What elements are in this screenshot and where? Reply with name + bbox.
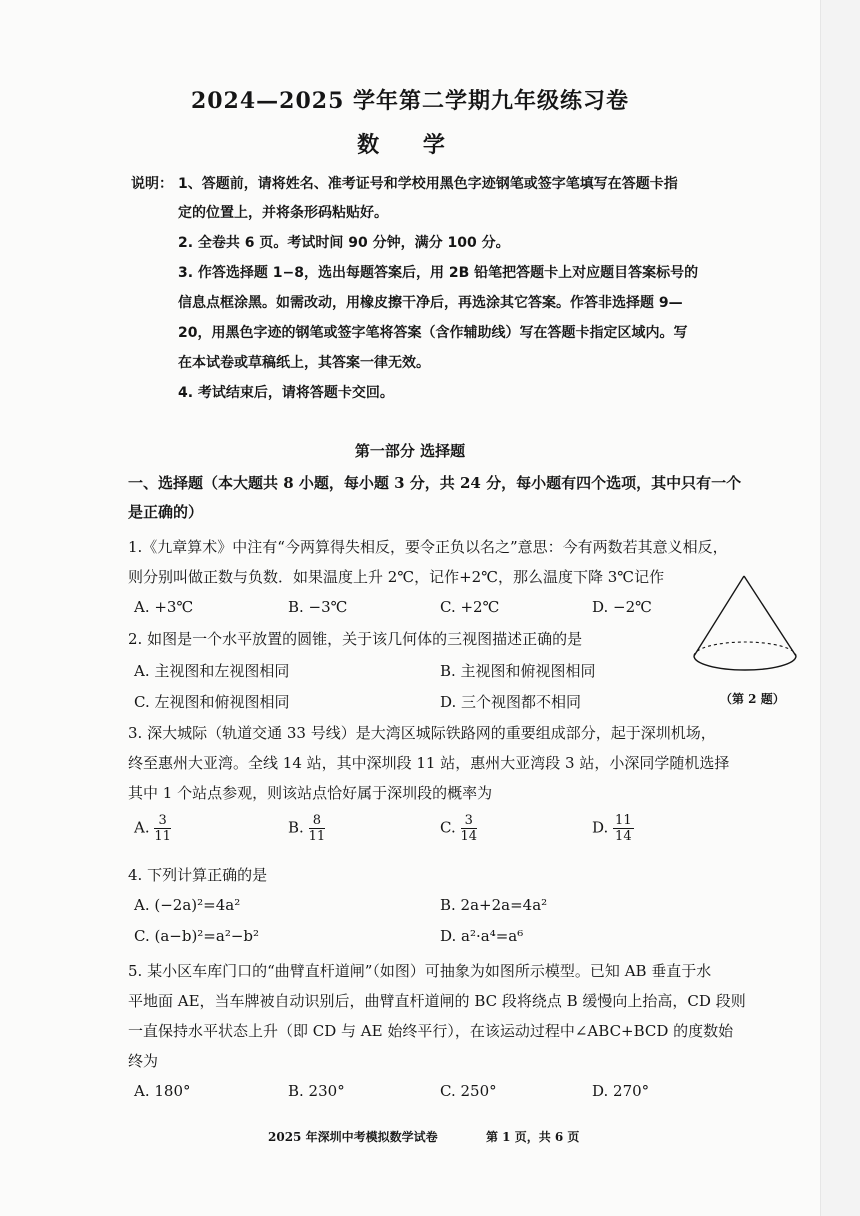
instructions-label: 说明： (131, 176, 173, 192)
exam-title: 2024—2025 学年第二学期九年级练习卷 (190, 88, 630, 114)
instruction-line: 在本试卷或草稿纸上，其答案一律无效。 (178, 355, 430, 371)
option-c (440, 814, 477, 843)
option-a (134, 814, 171, 843)
numerator: 3 (461, 814, 478, 829)
cone-figure (688, 572, 804, 676)
instruction-line: 1、答题前，请将姓名、准考证号和学校用黑色字迹钢笔或签字笔填写在答题卡指 (178, 176, 678, 192)
denominator: 14 (615, 829, 632, 844)
option-label: B. (288, 818, 304, 837)
option-label: C. (440, 818, 456, 837)
option-label: A. (134, 818, 150, 837)
option-a: A. 180° (134, 1082, 191, 1100)
option-d: D. 270° (592, 1082, 650, 1100)
question-text: 终至惠州大亚湾。全线 14 站，其中深圳段 11 站，惠州大亚湾段 3 站，小深同学随机选择 (128, 754, 730, 772)
option-b (288, 814, 325, 843)
option-b: B. 2a+2a=4a² (440, 896, 548, 914)
footer-page-number: 第 1 页，共 6 页 (486, 1130, 580, 1144)
part-title: 第一部分 选择题 (354, 442, 466, 460)
scan-edge (820, 0, 860, 1216)
option-a: A. (−2a)²=4a² (134, 896, 241, 914)
question-text: 3. 深大城际（轨道交通 33 号线）是大湾区城际铁路网的重要组成部分，起于深圳机场， (128, 724, 716, 742)
fraction (154, 814, 171, 843)
section-heading-cont: 是正确的） (128, 503, 204, 521)
option-d: D. 三个视图都不相同 (440, 693, 582, 711)
option-a: A. 主视图和左视图相同 (134, 662, 290, 680)
fraction (309, 814, 326, 843)
option-d: D. −2℃ (592, 598, 652, 616)
denominator: 14 (460, 829, 478, 844)
question-text: 终为 (128, 1052, 159, 1070)
instruction-line: 20，用黑色字迹的钢笔或签字笔将答案（含作辅助线）写在答题卡指定区域内。写 (178, 325, 688, 341)
question-text: 则分别叫做正数与负数．如果温度上升 2℃，记作+2℃，那么温度下降 3℃记作 (128, 568, 665, 586)
question-text: 5. 某小区车库门口的“曲臂直杆道闸”（如图）可抽象为如图所示模型。已知 AB 垂直于水 (128, 962, 712, 980)
question-text: 其中 1 个站点参观，则该站点恰好属于深圳段的概率为 (128, 784, 493, 802)
option-b: B. −3℃ (288, 598, 348, 616)
numerator: 8 (309, 814, 326, 829)
subject-title: 数 学 (357, 132, 463, 158)
question-text: 2. 如图是一个水平放置的圆锥，关于该几何体的三视图描述正确的是 (128, 630, 583, 648)
numerator: 11 (615, 813, 632, 828)
option-b: B. 230° (288, 1082, 345, 1100)
question-text: 4. 下列计算正确的是 (128, 866, 268, 884)
instruction-line: 信息点框涂黑。如需改动，用橡皮擦干净后，再选涂其它答案。作答非选择题 9— (178, 295, 683, 311)
option-c: C. (a−b)²=a²−b² (134, 927, 260, 945)
option-d (592, 814, 634, 843)
option-a: A. +3℃ (134, 598, 194, 616)
question-text: 平地面 AE，当车牌被自动识别后，曲臂直杆道闸的 BC 段将绕点 B 缓慢向上抬高，CD 段则 (128, 992, 746, 1010)
question-text: 一直保持水平状态上升（即 CD 与 AE 始终平行），在该运动过程中∠ABC+BCD 的度数始 (128, 1022, 734, 1040)
option-label: D. (592, 818, 609, 837)
option-c: C. 250° (440, 1082, 497, 1100)
fraction (613, 814, 634, 843)
instruction-line: 4. 考试结束后，请将答题卡交回。 (178, 385, 394, 401)
option-b: B. 主视图和俯视图相同 (440, 662, 596, 680)
instruction-line: 2. 全卷共 6 页。考试时间 90 分钟，满分 100 分。 (178, 235, 510, 251)
instruction-line: 定的位置上，并将条形码粘贴好。 (178, 205, 388, 221)
option-d: D. a²·a⁴=a⁶ (440, 927, 524, 945)
instruction-line: 3. 作答选择题 1−8，选出每题答案后，用 2B 铅笔把答题卡上对应题目答案标号的 (178, 265, 699, 281)
denominator: 11 (154, 829, 171, 844)
numerator: 3 (154, 814, 171, 829)
footer-exam-name: 2025 年深圳中考模拟数学试卷 (268, 1130, 438, 1144)
option-c: C. +2℃ (440, 598, 500, 616)
figure-caption: （第 2 题） (720, 692, 785, 706)
section-heading: 一、选择题（本大题共 8 小题，每小题 3 分，共 24 分，每小题有四个选项，其中只有一个 (128, 474, 742, 492)
denominator: 11 (308, 829, 326, 844)
question-text: 1.《九章算术》中注有“今两算得失相反，要令正负以名之”意思：今有两数若其意义相反， (128, 538, 728, 556)
fraction (461, 814, 478, 843)
option-c: C. 左视图和俯视图相同 (134, 693, 290, 711)
